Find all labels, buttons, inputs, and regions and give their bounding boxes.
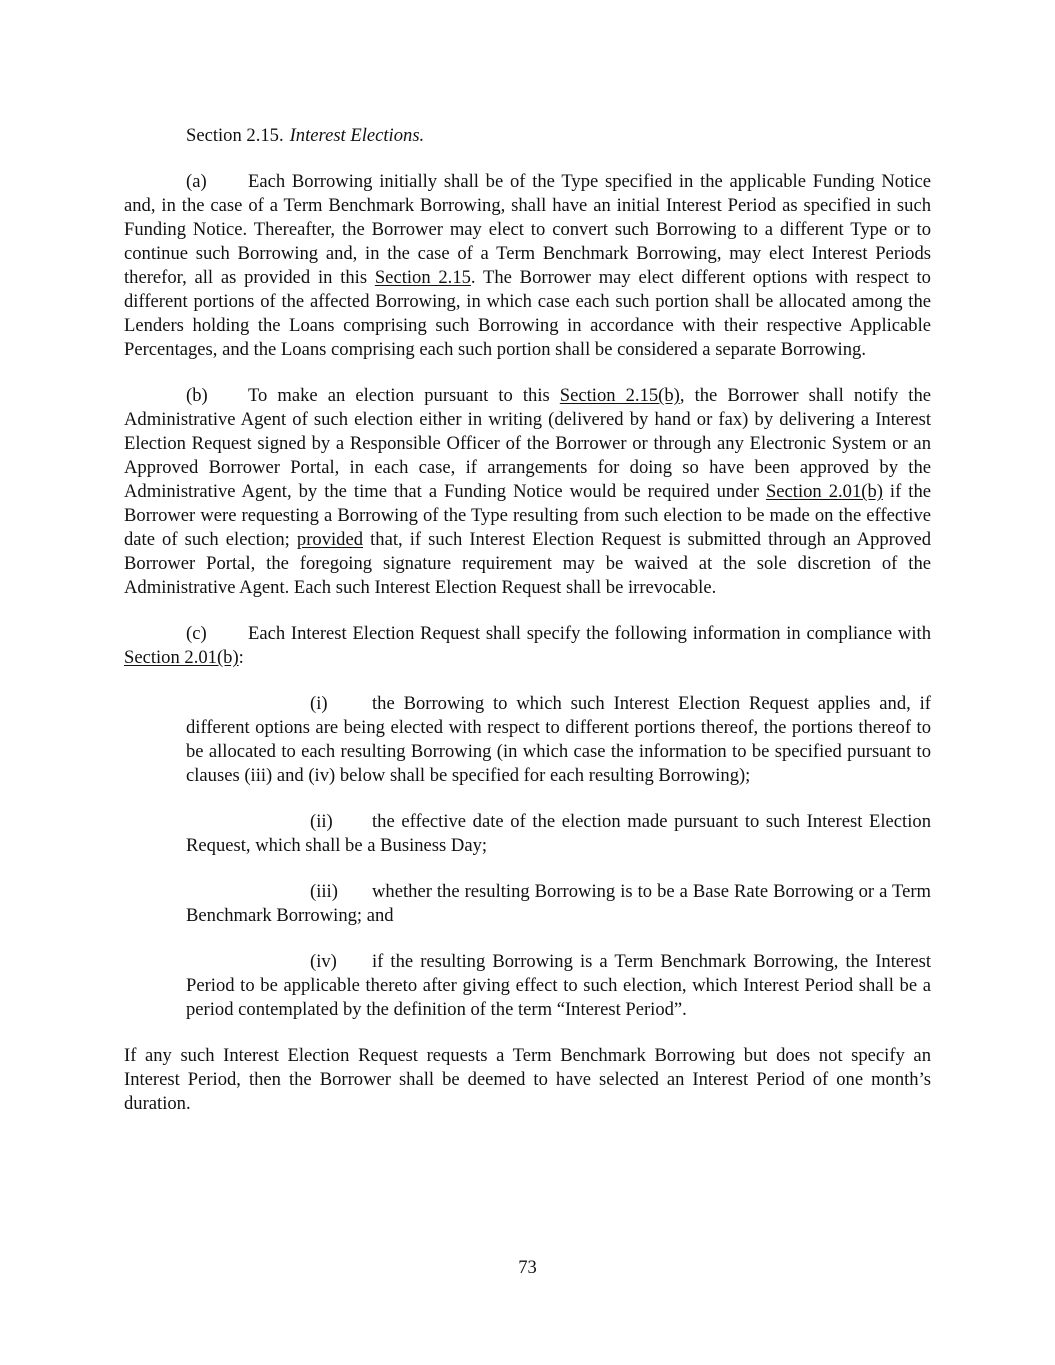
clause-label: (ii) [310, 811, 333, 832]
clause-text: the Borrowing to which such Interest Election Request applies and, if different options are being elected with respect to different portions thereof, the portions thereof to be allocated to each resulting Borrowing (in which case the information to be specified pursuant to clauses (iii) and (iv) below shall be specified for each resulting Borrowing); [186, 693, 931, 786]
clause-label: (i) [310, 693, 328, 714]
section-reference-link[interactable]: Section 2.15 [374, 267, 471, 288]
paragraph-c-text-2: : [238, 647, 244, 668]
closing-paragraph: If any such Interest Election Request requests a Term Benchmark Borrowing but does not specify an Interest Period, then the Borrower shall be deemed to have selected an Interest Period of one month’s duration. [124, 1045, 931, 1114]
paragraph-c-label: (c) [186, 623, 207, 644]
provided-term: provided [296, 529, 364, 550]
section-heading [186, 124, 931, 148]
section-reference-link[interactable]: Section 2.01(b) [765, 481, 883, 502]
clause-ii [186, 810, 931, 858]
page-number: 73 [518, 1257, 537, 1278]
section-title: Interest Elections. [289, 125, 425, 146]
clause-iv [186, 950, 931, 1022]
paragraph-b-label: (b) [186, 385, 208, 406]
section-reference-link[interactable]: Section 2.15(b) [559, 385, 680, 406]
paragraph-c-text-1: Each Interest Election Request shall specify the following information in compliance with [248, 623, 931, 644]
paragraph-b-text-1: To make an election pursuant to this [248, 385, 560, 406]
paragraph-b [124, 384, 931, 600]
paragraph-b-text-4: that, if such Interest Election Request is submitted through an Approved Borrower Portal, the foregoing signature requirement may be waived at the sole discretion of the Administrative Agent. Each such Interest Election Request shall be irrevocable. [124, 529, 931, 598]
paragraph-b-text-3: if the Borrower were requesting a Borrowing of the Type resulting from such election to be made on the effective date of such election; [124, 481, 932, 550]
paragraph-a [124, 170, 931, 362]
section-reference-link[interactable]: Section 2.01(b) [124, 647, 239, 668]
clause-text: if the resulting Borrowing is a Term Benchmark Borrowing, the Interest Period to be applicable thereto after giving effect to such election, which Interest Period shall be a period contemplated by the definition of the term “Interest Period”. [186, 951, 931, 1020]
paragraph-c [124, 622, 931, 670]
paragraph-a-text-1: Each Borrowing initially shall be of the Type specified in the applicable Funding Notice and, in the case of a Term Benchmark Borrowing, shall have an initial Interest Period as specified in such Funding Notice. Thereafter, the Borrower may elect to convert such Borrowing to a different Type or to continue such Borrowing and, in the case of a Term Benchmark Borrowing, may elect Interest Periods therefor, all as provided in this [124, 171, 931, 288]
section-label: Section 2.15. [186, 125, 284, 146]
clause-label: (iv) [310, 951, 337, 972]
paragraph-a-label: (a) [186, 171, 207, 192]
document-page [124, 124, 931, 1116]
clause-text: whether the resulting Borrowing is to be a Base Rate Borrowing or a Term Benchmark Borrowing; and [186, 881, 931, 926]
clause-iii [186, 880, 931, 928]
paragraph-a-text-2: . The Borrower may elect different options with respect to different portions of the affected Borrowing, in which case each such portion shall be allocated among the Lenders holding the Loans comprising such Borrowing in accordance with their respective Applicable Percentages, and the Loans comprising each such portion shall be considered a separate Borrowing. [124, 267, 931, 360]
clause-text: the effective date of the election made pursuant to such Interest Election Request, which shall be a Business Day; [186, 811, 931, 856]
clause-i [186, 692, 931, 788]
paragraph-b-text-2: , the Borrower shall notify the Administrative Agent of such election either in writing (delivered by hand or fax) by delivering a Interest Election Request signed by a Responsible Officer of the Borrower or through any Electronic System or an Approved Borrower Portal, in each case, if arrangements for doing so have been approved by the Administrative Agent, by the time that a Funding Notice would be required under [124, 385, 932, 502]
clause-label: (iii) [310, 881, 338, 902]
